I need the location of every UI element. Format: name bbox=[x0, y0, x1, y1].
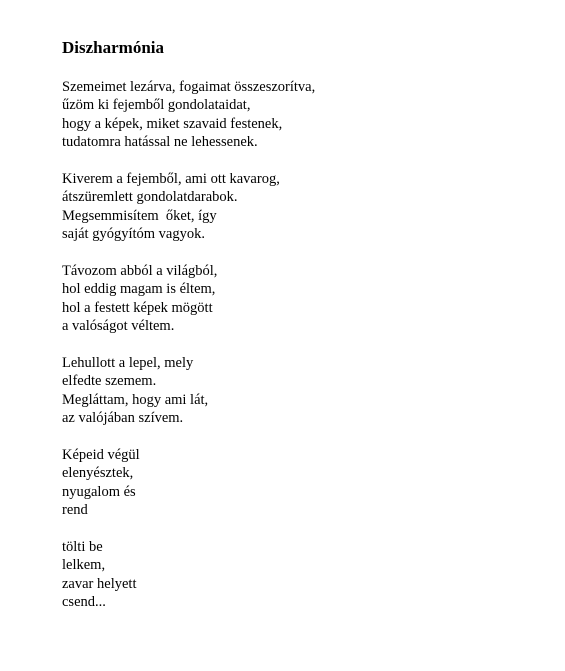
poem-line: átszüremlett gondolatdarabok. bbox=[62, 189, 238, 206]
poem-line: az valójában szívem. bbox=[62, 410, 184, 427]
poem-line: a valóságot véltem. bbox=[62, 318, 175, 335]
poem-line: Megsemmisítem őket, így bbox=[62, 207, 217, 224]
poem-line: Kiverem a fejemből, ami ott kavarog, bbox=[62, 171, 280, 188]
poem-line: Szemeimet lezárva, fogaimat összeszorítva, bbox=[62, 79, 316, 95]
poem-line: elenyésztek, bbox=[62, 465, 134, 482]
poem-line: saját gyógyítóm vagyok. bbox=[62, 226, 205, 243]
poem-line: Lehullott a lepel, mely bbox=[62, 355, 194, 372]
poem-line: tölti be bbox=[62, 539, 103, 556]
poem-line: elfedte szemem. bbox=[62, 373, 157, 390]
poem-line: rend bbox=[62, 502, 88, 519]
stanza bbox=[62, 78, 315, 152]
poem-line: lelkem, bbox=[62, 557, 106, 574]
poem-line: csend... bbox=[62, 594, 106, 611]
poem-line: Megláttam, hogy ami lát, bbox=[62, 391, 209, 408]
poem-line: tudatomra hatással ne lehessenek. bbox=[62, 134, 258, 151]
poem-title: Diszharmónia bbox=[62, 38, 164, 57]
stanza bbox=[62, 538, 315, 612]
poem-line: hol a festett képek mögött bbox=[62, 299, 213, 316]
poem-line: hol eddig magam is éltem, bbox=[62, 281, 216, 298]
poem-line: hogy a képek, miket szavaid festenek, bbox=[62, 115, 283, 132]
stanza bbox=[62, 170, 315, 244]
poem-body bbox=[62, 78, 315, 630]
poem-line: Távozom abból a világból, bbox=[62, 263, 218, 280]
stanza bbox=[62, 262, 315, 336]
poem-line: űzöm ki fejemből gondolataidat, bbox=[62, 97, 251, 114]
poem-line: Képeid végül bbox=[62, 447, 140, 464]
stanza bbox=[62, 354, 315, 428]
poem-line: nyugalom és bbox=[62, 483, 136, 500]
stanza bbox=[62, 446, 315, 520]
poem-line: zavar helyett bbox=[62, 575, 137, 592]
